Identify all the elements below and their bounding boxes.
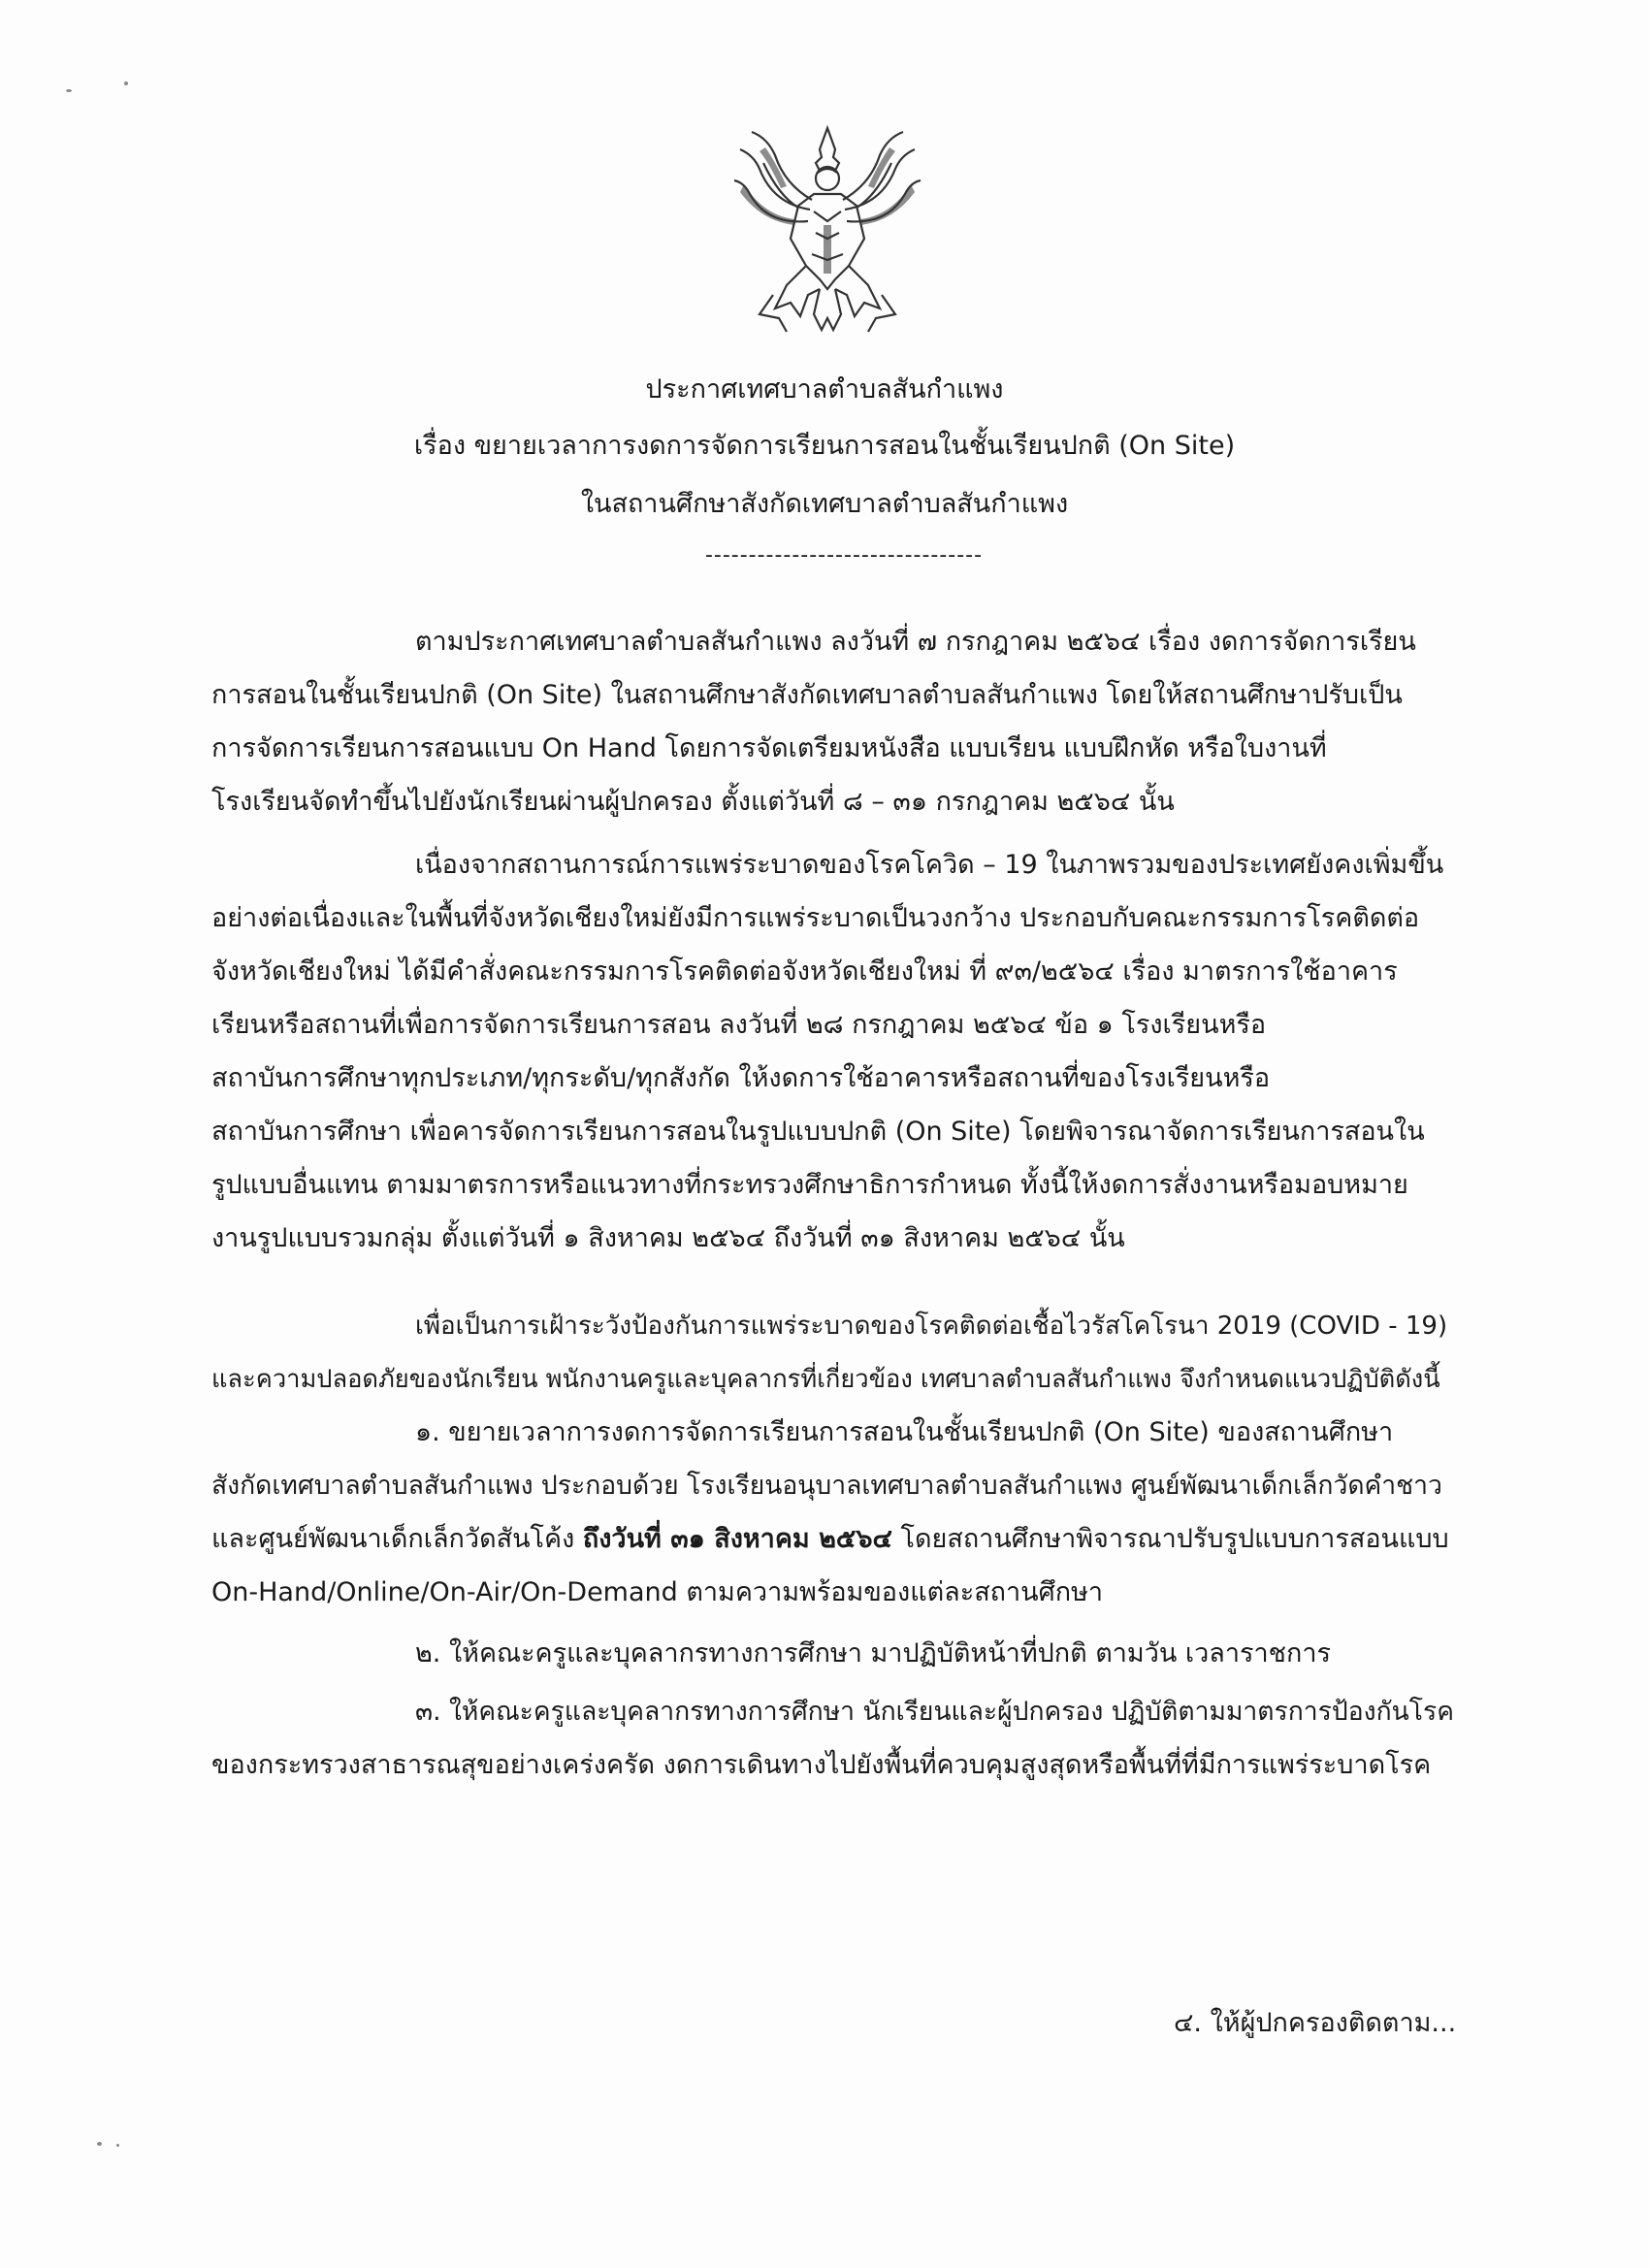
paragraph-line: เรียนหรือสถานที่เพื่อการจัดการเรียนการสอน ลงวันที่ ๒๘ กรกฎาคม ๒๕๖๔ ข้อ ๑ โรงเรียนหรือ [211,1010,1267,1040]
dashed-divider: -------------------------------- [704,543,984,567]
scan-speck [66,89,72,92]
paragraph-line: การจัดการเรียนการสอนแบบ On Hand โดยการจัดเตรียมหนังสือ แบบเรียน แบบฝึกหัด หรือใบงานที่ [211,733,1327,763]
list-item-1-line: On-Hand/Online/On-Air/On-Demand ตามความพร้อมของแต่ละสถานศึกษา [211,1577,1104,1607]
paragraph-line: สถาบันการศึกษาทุกประเภท/ทุกระดับ/ทุกสังกัด ให้งดการใช้อาคารหรือสถานที่ของโรงเรียนหรือ [211,1063,1271,1093]
paragraph-line: อย่างต่อเนื่องและในพื้นที่จังหวัดเชียงใหม่ยังมีการแพร่ระบาดเป็นวงกว้าง ประกอบกับคณะกรรมการโรคติดต่อ [211,903,1420,933]
paragraph-line: สถาบันการศึกษา เพื่อคารจัดการเรียนการสอนในรูปแบบปกติ (On Site) โดยพิจารณาจัดการเรียนการสอนใน [211,1117,1425,1147]
paragraph-line: การสอนในชั้นเรียนปกติ (On Site) ในสถานศึกษาสังกัดเทศบาลตำบลสันกำแพง โดยให้สถานศึกษาปรับเป็น [211,680,1403,710]
paragraph-line: เนื่องจากสถานการณ์การแพร่ระบาดของโรคโควิด – 19 ในภาพรวมของประเทศยังคงเพิ่มขึ้น [415,850,1444,880]
list-item-1-text: และศูนย์พัฒนาเด็กเล็กวัดสันโค้ง [211,1524,583,1554]
list-item-1-text: โดยสถานศึกษาพิจารณาปรับรูปแบบการสอนแบบ [891,1524,1449,1554]
paragraph-line: ตามประกาศเทศบาลตำบลสันกำแพง ลงวันที่ ๗ กรกฎาคม ๒๕๖๔ เรื่อง งดการจัดการเรียน [415,627,1416,657]
paragraph-line: เพื่อเป็นการเฝ้าระวังป้องกันการแพร่ระบาดของโรคติดต่อเชื้อไวรัสโคโรนา 2019 (COVID - 19) [415,1312,1448,1341]
scan-speck [97,2142,102,2146]
list-item-3-line: ของกระทรวงสาธารณสุขอย่างเคร่งครัด งดการเดินทางไปยังพื้นที่ควบคุมสูงสุดหรือพื้นที่ที่มีการแพร่ระบาดโรค [211,1750,1432,1780]
paragraph-line: รูปแบบอื่นแทน ตามมาตรการหรือแนวทางที่กระทรวงศึกษาธิการกำหนด ทั้งนี้ให้งดการสั่งงานหรือมอบหมาย [211,1170,1408,1200]
paragraph-line: โรงเรียนจัดทำขึ้นไปยังนักเรียนผ่านผู้ปกครอง ตั้งแต่วันที่ ๘ – ๓๑ กรกฎาคม ๒๕๖๔ นั้น [211,787,1175,817]
announcement-subject: เรื่อง ขยายเวลาการงดการจัดการเรียนการสอนในชั้นเรียนปกติ (On Site) [413,431,1236,461]
paragraph-line: และความปลอดภัยของนักเรียน พนักงานครูและบุคลากรที่เกี่ยวข้อง เทศบาลตำบลสันกำแพง จึงกำหนดแนวปฏิบัติดังนี้ [211,1365,1440,1394]
announcement-scope: ในสถานศึกษาสังกัดเทศบาลตำบลสันกำแพง [580,489,1069,519]
garuda-emblem-icon [729,124,925,334]
paragraph-line: งานรูปแบบรวมกลุ่ม ตั้งแต่วันที่ ๑ สิงหาคม ๒๕๖๔ ถึงวันที่ ๓๑ สิงหาคม ๒๕๖๔ นั้น [211,1223,1125,1253]
scan-speck [124,81,128,85]
announcement-title: ประกาศเทศบาลตำบลสันกำแพง [645,374,1004,405]
scan-speck [116,2144,119,2147]
deadline-date: ถึงวันที่ ๓๑ สิงหาคม ๒๕๖๔ [582,1524,892,1554]
list-item-2: ๒. ให้คณะครูและบุคลากรทางการศึกษา มาปฏิบัติหน้าที่ปกติ ตามวัน เวลาราชการ [415,1638,1332,1669]
list-item-1-line: สังกัดเทศบาลตำบลสันกำแพง ประกอบด้วย โรงเรียนอนุบาลเทศบาลตำบลสันกำแพง ศูนย์พัฒนาเด็กเล็กวัดคำชาว [211,1471,1442,1501]
paragraph-line: จังหวัดเชียงใหม่ ได้มีคำสั่งคณะกรรมการโรคติดต่อจังหวัดเชียงใหม่ ที่ ๙๓/๒๕๖๔ เรื่อง มาตรการใช้อาคาร [211,956,1398,987]
list-item-1-line [211,1520,1449,1559]
list-item-3-line: ๓. ให้คณะครูและบุคลากรทางการศึกษา นักเรียนและผู้ปกครอง ปฏิบัติตามมาตรการป้องกันโรค [415,1697,1454,1727]
continuation-note: ๔. ให้ผู้ปกครองติดตาม... [1174,2008,1457,2038]
list-item-1-line: ๑. ขยายเวลาการงดการจัดการเรียนการสอนในชั้นเรียนปกติ (On Site) ของสถานศึกษา [415,1417,1394,1447]
